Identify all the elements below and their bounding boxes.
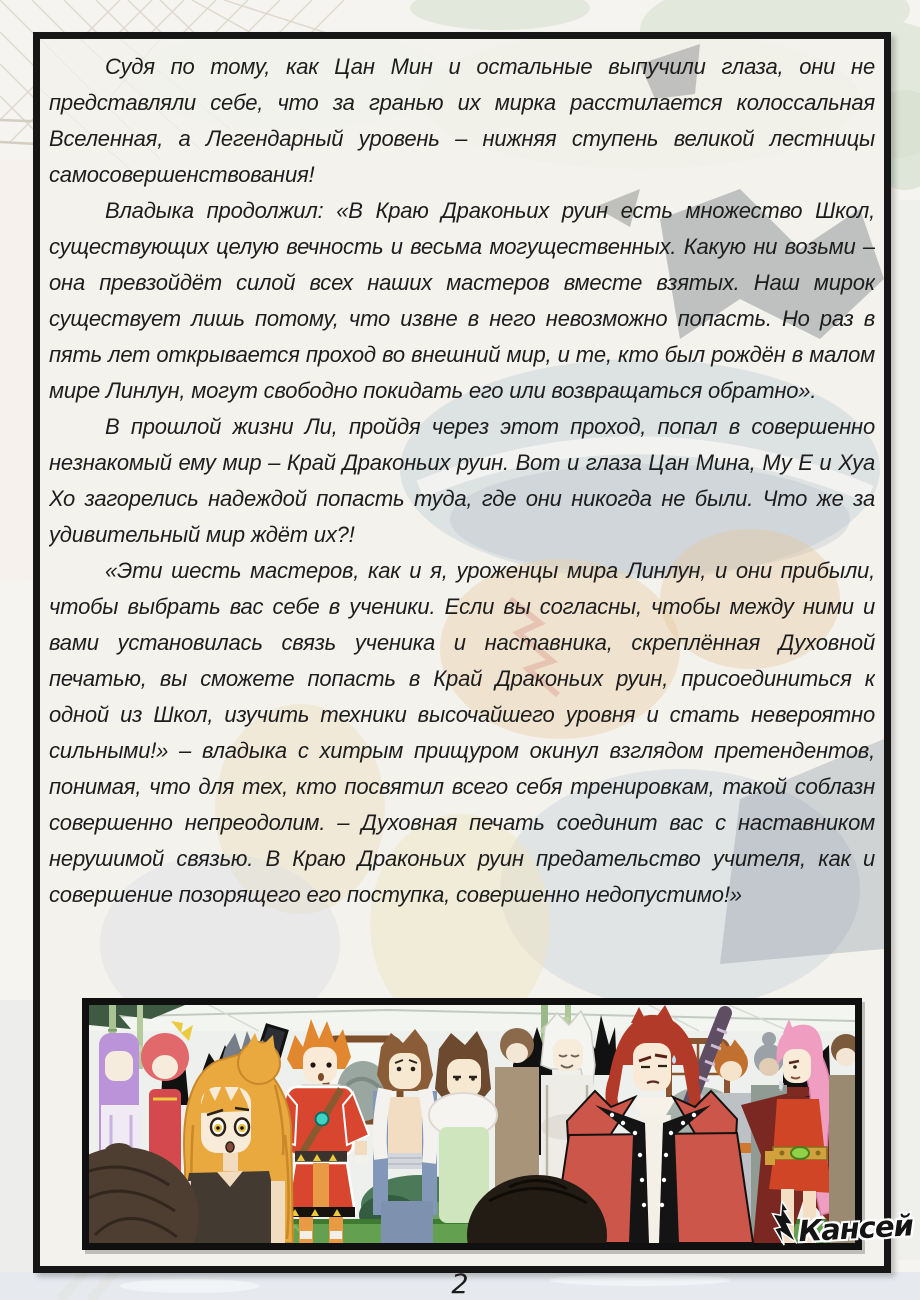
page-number: 2: [451, 1269, 469, 1300]
story-paragraph: Судя по тому, как Цан Мин и остальные выпучили глаза, они не представляли себе, что за гранью их мирка расстилается колоссальная Вселенная, а Легендарный уровень – нижняя ступень великой лестницы самосовершенствования!: [49, 54, 875, 187]
story-paragraph: В прошлой жизни Ли, пройдя через этот проход, попал в совершенно незнакомый ему мир – Край Драконьих руин. Вот и глаза Цан Мина, Му Е и Хуа Хо загорелись надеждой попасть туда, где они никогда не были. Что же за удивительный мир ждёт их?!: [49, 414, 875, 547]
story-paragraph: «Эти шесть мастеров, как и я, уроженцы мира Линлун, и они прибыли, чтобы выбрать вас себе в ученики. Если вы согласны, чтобы между ними и вами установилась связь ученика и наставника, скреплённая Духовной печатью, вы сможете попасть в Край Драконьих руин, присоединиться к одной из Школ, изучить техники высочайшего уровня и стать невероятно сильными!» – владыка с хитрым прищуром окинул взглядом претендентов, понимая, что для тех, кто посвятил всего себя тренировкам, такой соблазн совершенно непреодолим. – Духовная печать соединит вас с наставником нерушимой связью. В Краю Драконьих руин предательство учителя, как и совершение позорящего его поступка, совершенно недопустимо!»: [49, 558, 875, 907]
translator-signature: [771, 1194, 914, 1249]
figure-towel-guy: [373, 1029, 437, 1243]
page-frame: [33, 32, 891, 1273]
signature-text: Кансей: [797, 1208, 914, 1249]
signature-splash-icon: [771, 1200, 797, 1249]
story-paragraph: Владыка продолжил: «В Краю Драконьих руин есть множество Школ, существующих целую вечность и весьма могущественных. Какую ни возьми – она превзойдёт силой всех наших мастеров вместе взятых. Наш мирок существует лишь потому, что извне в него невозможно попасть. Но раз в пять лет открывается проход во внешний мир, и те, кто был рождён в малом мире Линлун, могут свободно покидать его или возвращаться обратно».: [49, 198, 875, 403]
story-text: [49, 49, 875, 995]
comic-panel: [82, 998, 862, 1250]
comic-panel-illustration: [89, 1005, 855, 1243]
